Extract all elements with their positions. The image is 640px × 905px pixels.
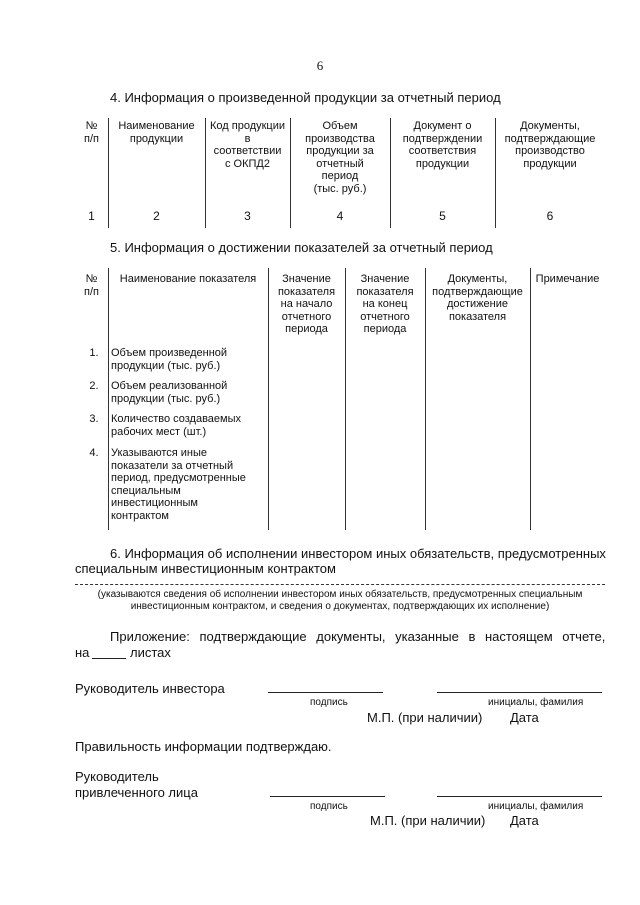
table5-header-3-line-5: периода [285, 323, 328, 335]
table5-header-5-line-1: Документы, [447, 273, 508, 285]
table5-col-divider-5 [530, 268, 531, 530]
table5-row-4-name-line-3: период, предусмотренные [111, 472, 246, 484]
table5-row-4-num: 4. [89, 447, 99, 459]
table5-header-5-line-4: показателя [448, 310, 507, 323]
table4-header-3-line-2: в [244, 132, 251, 145]
table5-row-2-name-line-2: продукции (тыс. руб.) [111, 392, 221, 405]
table5-row-2-name-line-1: Объем реализованной [111, 380, 228, 392]
table5-header-4-line-2: показателя [356, 285, 414, 298]
confirmation-text: Правильность информации подтверждаю. [75, 739, 332, 754]
section6-heading-line2: специальным инвестиционным контрактом [75, 561, 336, 576]
investor-initials-line [437, 692, 602, 693]
table5-row-3-num: 3. [89, 413, 99, 425]
table5-header-3-line-1: Значение [282, 273, 331, 285]
table5-row-3-name-line-1: Количество создаваемых [111, 413, 242, 425]
section6-note-line1: (указываются сведения об исполнении инвестором иных обязательств, предусмотренных специальным [97, 589, 583, 600]
table4-header-1-line-2: п/п [84, 132, 99, 145]
section6-fill-line [75, 584, 605, 585]
table4-header-3-line-4: с ОКПД2 [225, 157, 270, 170]
appendix-line2-prefix: на [75, 645, 90, 660]
table4-header-4-line-4: отчетный [316, 157, 364, 170]
table4-header-5-line-1: Документ о [413, 120, 472, 132]
table5-header-4-line-5: периода [363, 323, 407, 335]
table5-header-3-line-3: на начало [280, 298, 333, 310]
table4-header-4-line-3: продукции за [306, 145, 374, 157]
table5-row-4-name-line-5: инвестиционным [111, 497, 198, 509]
table4-header-5-line-3: соответствия [408, 145, 477, 157]
attracted-signature-line [270, 796, 385, 797]
appendix-line1: Приложение: подтверждающие документы, указанные в настоящем отчете, [110, 629, 606, 644]
attracted-seal-label: М.П. (при наличии) [370, 813, 486, 828]
table5-row-4-name-line-1: Указываются иные [111, 447, 208, 459]
investor-signature-caption: подпись [310, 697, 348, 708]
table5-row-1-num: 1. [89, 347, 99, 359]
investor-seal-label: М.П. (при наличии) [367, 710, 483, 725]
table5-row-4-name-line-6: контрактом [111, 509, 169, 522]
investor-signature-line [268, 692, 383, 693]
table4-header-3-line-1: Код продукции [209, 120, 286, 132]
table5-row-4-name-line-2: показатели за отчетный [111, 459, 234, 472]
table4-header-4-line-2: производства [305, 132, 375, 145]
table5-header-1-line-2: п/п [84, 285, 99, 298]
table4-colnum-6: 6 [546, 209, 554, 223]
table5-header-6-line-1: Примечание [535, 273, 600, 285]
section6-note-line2: инвестиционным контрактом, и сведения о документах, подтверждающих их исполнение) [130, 601, 550, 612]
table5-header-4-line-3: на конец [362, 298, 408, 310]
table4-colnum-3: 3 [244, 209, 251, 223]
table4-header-1-line-1: № [85, 120, 98, 132]
table5-header-2-line-1: Наименование показателя [119, 273, 257, 285]
table4-colnum-2: 2 [153, 209, 160, 223]
investor-date-label: Дата [510, 710, 539, 725]
page-number: 6 [316, 58, 324, 73]
investor-initials-caption: инициалы, фамилия [488, 697, 584, 708]
table5-row-1-name-line-2: продукции (тыс. руб.) [111, 359, 221, 372]
table4-header-6-line-3: производство [515, 145, 585, 157]
table5-row-3-name-line-2: рабочих мест (шт.) [111, 425, 207, 438]
attracted-head-label-line1: Руководитель [75, 769, 159, 784]
attracted-signature-caption: подпись [310, 801, 348, 812]
table5-header-4-line-4: отчетного [360, 310, 410, 323]
table5-header-4-line-1: Значение [360, 273, 410, 285]
table4-colnum-4: 4 [336, 209, 344, 223]
table5-header-3-line-2: показателя [277, 285, 336, 298]
table5-header-1-line-1: № [85, 273, 98, 285]
attracted-date-label: Дата [510, 813, 539, 828]
table5-header-5-line-2: подтверждающие [432, 285, 523, 298]
investor-head-label: Руководитель инвестора [75, 681, 225, 696]
table4-header-2-line-1: Наименование [118, 120, 195, 132]
attracted-initials-line [437, 796, 602, 797]
table5-col-divider-1 [108, 268, 109, 530]
section5-heading: 5. Информация о достижении показателей за отчетный период [110, 240, 493, 255]
table4-header-6-line-1: Документы, [520, 120, 580, 132]
table5-row-2-num: 2. [89, 380, 99, 392]
table5-header-5-line-3: достижение [446, 298, 509, 310]
table4-header-6-line-4: продукции [523, 157, 577, 170]
table4-header-6-line-2: подтверждающие [504, 132, 596, 145]
table4-header-2-line-2: продукции [129, 132, 184, 145]
attracted-initials-caption: инициалы, фамилия [488, 801, 584, 812]
table4-header-4-line-5: период [321, 170, 359, 182]
table5-row-1-name-line-1: Объем произведенной [111, 347, 228, 359]
table5-header-3-line-4: отчетного [281, 310, 332, 323]
attracted-head-label-line2: привлеченного лица [75, 785, 198, 800]
table4-colnum-1: 1 [88, 209, 95, 223]
table4-header-5-line-4: продукции [415, 157, 470, 170]
section4-heading: 4. Информация о произведенной продукции за отчетный период [110, 90, 501, 105]
table4-header-3-line-3: соответствии [213, 145, 282, 157]
appendix-line2-suffix: листах [130, 645, 171, 660]
section6-heading-line1: 6. Информация об исполнении инвестором иных обязательств, предусмотренных [110, 546, 606, 561]
sheet-count-field [92, 658, 126, 659]
table4-header-4-line-1: Объем [322, 120, 358, 132]
table4-colnum-5: 5 [439, 209, 446, 223]
table4-header-4-line-6: (тыс. руб.) [313, 182, 367, 195]
table4-header-5-line-2: подтверждении [402, 132, 483, 145]
table5-row-4-name-line-4: специальным [111, 484, 181, 497]
